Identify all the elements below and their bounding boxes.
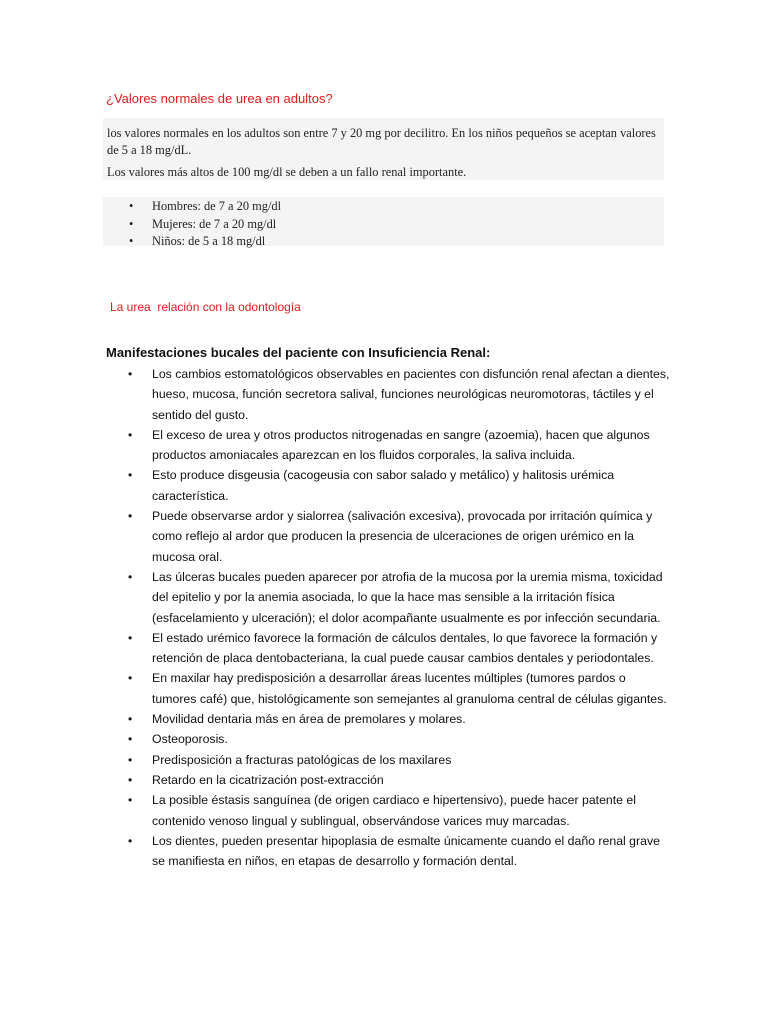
list-item [106,790,672,831]
list-item [106,729,672,749]
bullet-icon: • [129,199,134,213]
list-item [106,831,672,872]
list-item-text: En maxilar hay predisposición a desarrollar áreas lucentes múltiples (tumores pardos o tumores café) que, histológicamente son semejantes al granuloma central de células gigantes. [152,671,667,706]
list-item-text: El exceso de urea y otros productos nitrogenadas en sangre (azoemia), hacen que algunos productos amoniacales aparezcan en los fluidos corporales, la saliva incluida. [152,427,650,463]
list-item-text: Puede observarse ardor y sialorrea (salivación excesiva), provocada por irritación química y como reflejo al ardor que producen la presencia de ulceraciones de origen urémico en la mucosa oral. [152,509,653,564]
high-values-paragraph: Los valores más altos de 100 mg/dl se deben a un fallo renal importante. [107,165,467,179]
bullet-icon: • [128,732,133,747]
bullet-icon: • [128,793,133,808]
manifestations-list [106,364,672,871]
list-item [106,364,672,425]
manifestations-heading: Manifestaciones bucales del paciente con Insuficiencia Renal: [106,345,491,360]
odontology-heading: La urea relación con la odontología [110,300,301,314]
list-item-text: Retardo en la cicatrización post-extracción [152,772,384,787]
value-men: Hombres: de 7 a 20 mg/dl [152,199,282,213]
bullet-icon: • [128,671,133,686]
bullet-icon: • [128,772,133,787]
urea-values-heading: ¿Valores normales de urea en adultos? [106,91,333,106]
list-item [107,233,662,251]
list-item-text: Esto produce disgeusia (cacogeusia con sabor salado y metálico) y halitosis urémica característica. [152,468,615,503]
bullet-icon: • [128,712,133,727]
list-item [106,750,672,770]
list-item-text: El estado urémico favorece la formación de cálculos dentales, lo que favorece la formación y retención de placa dentobacteriana, la cual puede causar cambios dentales y periodontales. [152,630,658,666]
list-item [106,506,672,567]
bullet-icon: • [128,630,133,645]
value-women: Mujeres: de 7 a 20 mg/dl [152,216,277,231]
list-item [106,770,672,790]
list-item [106,567,672,628]
list-item [107,198,662,216]
adult-values-paragraph: los valores normales en los adultos son entre 7 y 20 mg por decilitro. En los niños pequeños se aceptan valores de 5 a 18 mg/dL. [107,126,656,157]
bullet-icon: • [128,509,133,524]
list-item [106,425,672,466]
value-children: Niños: de 5 a 18 mg/dl [152,234,266,248]
bullet-icon: • [128,367,133,381]
bullet-icon: • [128,427,133,442]
bullet-icon: • [128,569,133,584]
list-item [106,465,672,506]
bullet-icon: • [128,833,133,848]
list-item-text: Las úlceras bucales pueden aparecer por atrofia de la mucosa por la uremia misma, toxicidad del epitelio y por la anemia asociada, lo que la hace mas sensible a la irritación física (esfacelamiento y ulceración); el dolor acompañante usualmente es por infección secundaria. [152,569,663,625]
list-item-text: Movilidad dentaria más en área de premolares y molares. [152,712,466,727]
reference-values-list [107,198,662,251]
list-item-text: Los cambios estomatológicos observables en pacientes con disfunción renal afectan a dientes, hueso, mucosa, función secretora salival, funciones neurológicas neuromotoras, táctiles y el sentido del gusto. [152,367,670,422]
list-item [106,628,672,669]
bullet-icon: • [129,234,134,248]
bullet-icon: • [129,216,134,231]
list-item-text: Predisposición a fracturas patológicas de los maxilares [152,752,452,767]
list-item [106,709,672,729]
bullet-icon: • [128,752,133,767]
list-item-text: La posible éstasis sanguínea (de origen cardiaco e hipertensivo), puede hacer patente el contenido venoso lingual y sublingual, observándose varices muy marcadas. [152,793,636,828]
list-item-text: Los dientes, pueden presentar hipoplasia de esmalte únicamente cuando el daño renal grave se manifiesta en niños, en etapas de desarrollo y formación dental. [152,833,660,869]
list-item [106,668,672,709]
list-item-text: Osteoporosis. [152,732,228,747]
bullet-icon: • [128,468,133,483]
list-item [107,216,662,234]
